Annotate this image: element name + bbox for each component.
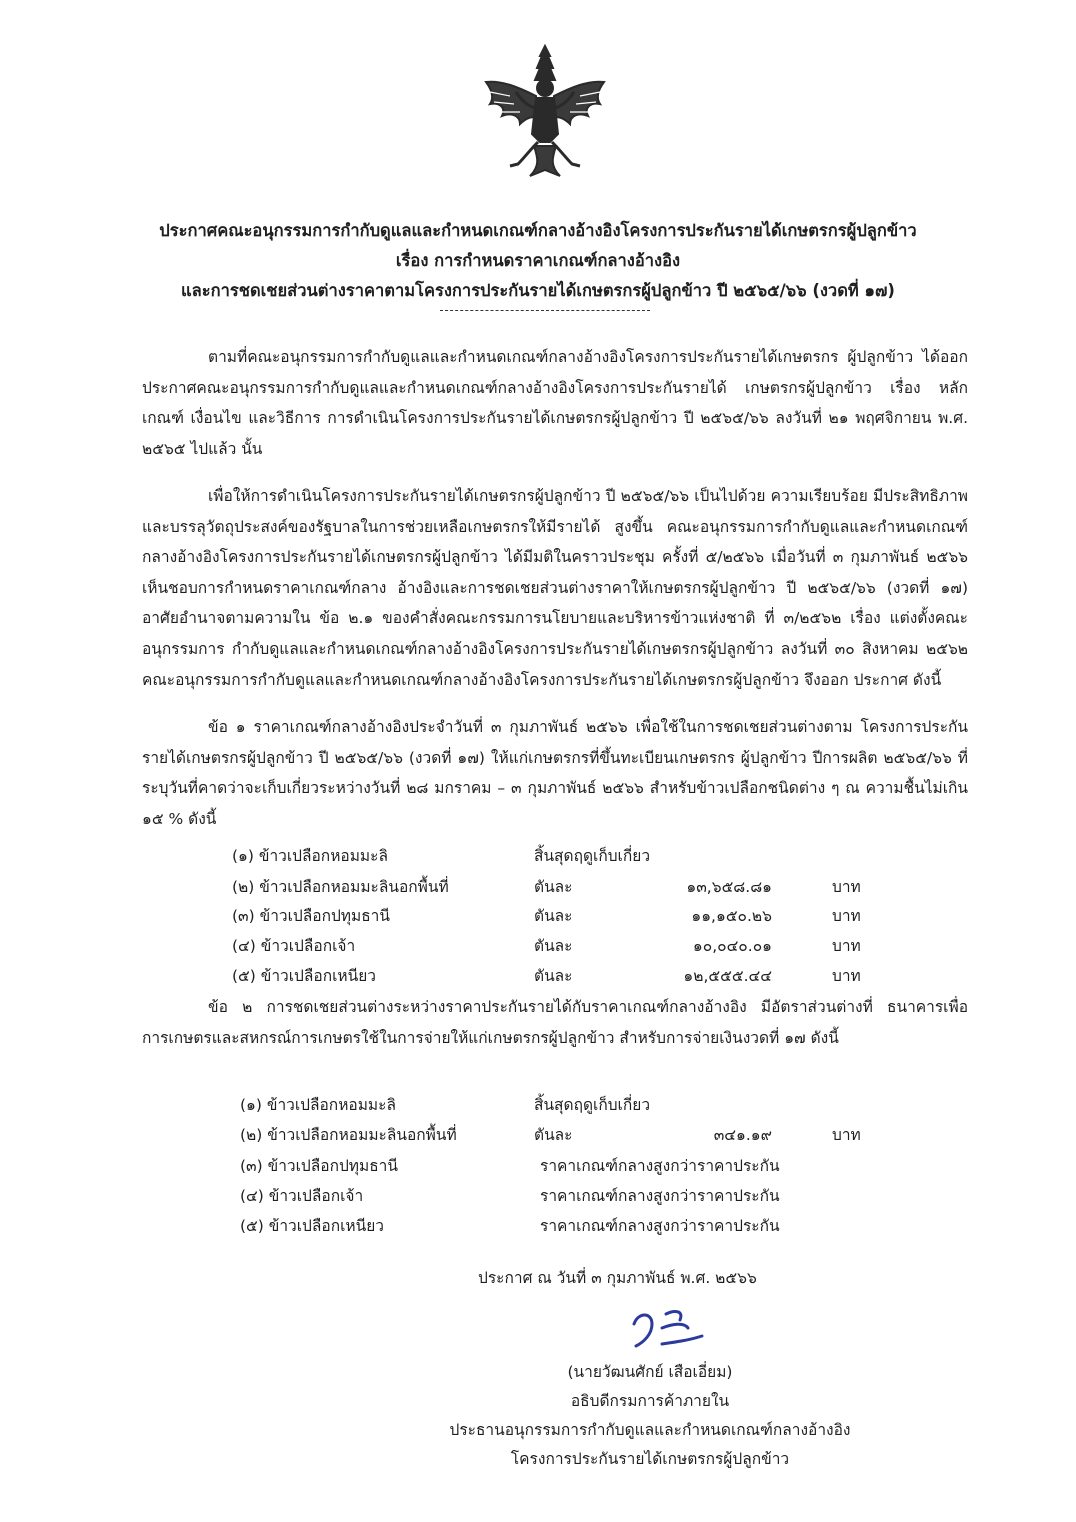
signature-mark	[622, 1302, 722, 1354]
paragraph-clause-1: ข้อ ๑ ราคาเกณฑ์กลางอ้างอิงประจำวันที่ ๓ กุมภาพันธ์ ๒๕๖๖ เพื่อใช้ในการชดเชยส่วนต่างตาม โครงการประกันรายได้เกษตรกรผู้ปลูกข้าว ปี ๒๕๖๕/๖๖ (งวดที่ ๑๗) ให้แก่เกษตรกรที่ขึ้นทะเบียนเกษตรกร ผู้ปลูกข้าว ปีการผลิต ๒๕๖๕/๖๖ ที่ระบุวันที่คาดว่าจะเก็บเกี่ยวระหว่างวันที่ ๒๘ มกราคม – ๓ กุมภาพันธ์ ๒๕๖๖ สำหรับข้าวเปลือกชนิดต่าง ๆ ณ ความชื้นไม่เกิน ๑๕ % ดังนี้	[142, 718, 968, 828]
compensation-item-label: ตันละ	[534, 1126, 573, 1144]
price-item-value: ๑๑,๑๕๐.๒๖	[691, 907, 772, 925]
paragraph-1: ตามที่คณะอนุกรรมการกำกับดูแลและกำหนดเกณฑ์กลางอ้างอิงโครงการประกันรายได้เกษตรกร ผู้ปลูกข้าว ได้ออกประกาศคณะอนุกรรมการกำกับดูแลและกำหนดเกณฑ์กลางอ้างอิงโครงการประกันรายได้ เกษตรกรผู้ปลูกข้าว เรื่อง หลักเกณฑ์ เงื่อนไข และวิธีการ การดำเนินโครงการประกันรายได้เกษตรกรผู้ปลูกข้าว ปี ๒๕๖๕/๖๖ ลงวันที่ ๒๑ พฤศจิกายน พ.ศ. ๒๕๖๕ ไปแล้ว นั้น	[142, 348, 968, 458]
price-item-unit: บาท	[832, 878, 861, 896]
compensation-item-label: ราคาเกณฑ์กลางสูงกว่าราคาประกัน	[540, 1187, 780, 1205]
price-item-label: สิ้นสุดฤดูเก็บเกี่ยว	[534, 847, 651, 865]
compensation-item-name: (๑) ข้าวเปลือกหอมมะลิ	[240, 1096, 396, 1114]
price-item-label: ตันละ	[534, 907, 573, 925]
price-item-value: ๑๓,๖๕๘.๘๑	[686, 878, 772, 896]
garuda-emblem-icon	[480, 42, 610, 180]
price-item-name: (๑) ข้าวเปลือกหอมมะลิ	[232, 847, 388, 865]
paragraph-clause-2: ข้อ ๒ การชดเชยส่วนต่างระหว่างราคาประกันรายได้กับราคาเกณฑ์กลางอ้างอิง มีอัตราส่วนต่างที่ ธนาคารเพื่อการเกษตรและสหกรณ์การเกษตรใช้ในการจ่ายให้แก่เกษตรกรผู้ปลูกข้าว สำหรับการจ่ายเงินงวดที่ ๑๗ ดังนี้	[142, 998, 968, 1047]
price-item-unit: บาท	[832, 907, 861, 925]
price-item-unit: บาท	[832, 937, 861, 955]
compensation-item-name: (๓) ข้าวเปลือกปทุมธานี	[240, 1157, 398, 1175]
compensation-item-label: ราคาเกณฑ์กลางสูงกว่าราคาประกัน	[540, 1157, 780, 1175]
price-item-name: (๒) ข้าวเปลือกหอมมะลินอกพื้นที่	[232, 878, 449, 896]
price-item-label: ตันละ	[534, 878, 573, 896]
compensation-item-name: (๔) ข้าวเปลือกเจ้า	[240, 1187, 364, 1205]
price-item-value: ๑๐,๐๔๐.๐๑	[692, 937, 772, 955]
compensation-item-label: ราคาเกณฑ์กลางสูงกว่าราคาประกัน	[540, 1217, 780, 1235]
announcement-title-line-3: และการชดเชยส่วนต่างราคาตามโครงการประกันรายได้เกษตรกรผู้ปลูกข้าว ปี ๒๕๖๕/๖๖ (งวดที่ ๑๗)	[181, 281, 895, 300]
compensation-item-value: ๓๔๑.๑๙	[713, 1126, 772, 1144]
title-divider	[440, 310, 650, 311]
signatory-name: (นายวัฒนศักย์ เสือเอี่ยม)	[567, 1363, 733, 1381]
signatory-position: อธิบดีกรมการค้าภายใน	[570, 1392, 730, 1410]
price-item-unit: บาท	[832, 967, 861, 985]
signatory-committee-role: ประธานอนุกรรมการกำกับดูแลและกำหนดเกณฑ์กลางอ้างอิง	[449, 1421, 851, 1439]
price-item-name: (๕) ข้าวเปลือกเหนียว	[232, 967, 376, 985]
announcement-subject-line: เรื่อง การกำหนดราคาเกณฑ์กลางอ้างอิง	[395, 251, 681, 270]
signatory-project: โครงการประกันรายได้เกษตรกรผู้ปลูกข้าว	[510, 1450, 790, 1468]
price-item-label: ตันละ	[534, 937, 573, 955]
announcement-title-line-1: ประกาศคณะอนุกรรมการกำกับดูแลและกำหนดเกณฑ์กลางอ้างอิงโครงการประกันรายได้เกษตรกรผู้ปลูกข้าว	[159, 221, 917, 240]
compensation-item-label: สิ้นสุดฤดูเก็บเกี่ยว	[534, 1096, 651, 1114]
compensation-item-unit: บาท	[832, 1126, 861, 1144]
price-item-name: (๓) ข้าวเปลือกปทุมธานี	[232, 907, 390, 925]
price-item-value: ๑๒,๕๕๕.๔๔	[683, 967, 772, 985]
paragraph-2: เพื่อให้การดำเนินโครงการประกันรายได้เกษตรกรผู้ปลูกข้าว ปี ๒๕๖๕/๖๖ เป็นไปด้วย ความเรียบร้อย มีประสิทธิภาพ และบรรลุวัตถุประสงค์ของรัฐบาลในการช่วยเหลือเกษตรกรให้มีรายได้ สูงขึ้น คณะอนุกรรมการกำกับดูแลและกำหนดเกณฑ์กลางอ้างอิงโครงการประกันรายได้เกษตรกรผู้ปลูกข้าว ได้มีมติในคราวประชุม ครั้งที่ ๕/๒๕๖๖ เมื่อวันที่ ๓ กุมภาพันธ์ ๒๕๖๖ เห็นชอบการกำหนดราคาเกณฑ์กลาง อ้างอิงและการชดเชยส่วนต่างราคาให้เกษตรกรผู้ปลูกข้าว ปี ๒๕๖๕/๖๖ (งวดที่ ๑๗) อาศัยอำนาจตามความใน ข้อ ๒.๑ ของคำสั่งคณะกรรมการนโยบายและบริหารข้าวแห่งชาติ ที่ ๓/๒๕๖๒ เรื่อง แต่งตั้งคณะอนุกรรมการ กำกับดูแลและกำหนดเกณฑ์กลางอ้างอิงโครงการประกันรายได้เกษตรกรผู้ปลูกข้าว ลงวันที่ ๓๐ สิงหาคม ๒๕๖๒ คณะอนุกรรมการกำกับดูแลและกำหนดเกณฑ์กลางอ้างอิงโครงการประกันรายได้เกษตรกรผู้ปลูกข้าว จึงออก ประกาศ ดังนี้	[142, 487, 968, 689]
compensation-item-name: (๒) ข้าวเปลือกหอมมะลินอกพื้นที่	[240, 1126, 457, 1144]
issue-date: ประกาศ ณ วันที่ ๓ กุมภาพันธ์ พ.ศ. ๒๕๖๖	[478, 1269, 757, 1287]
price-item-name: (๔) ข้าวเปลือกเจ้า	[232, 937, 356, 955]
compensation-item-name: (๕) ข้าวเปลือกเหนียว	[240, 1217, 384, 1235]
price-item-label: ตันละ	[534, 967, 573, 985]
